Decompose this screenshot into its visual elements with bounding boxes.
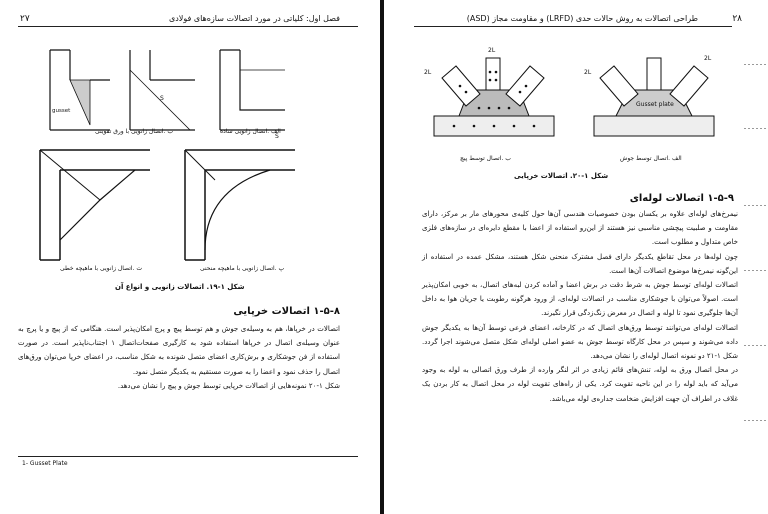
paragraph: در محل اتصال ورق به لوله، تنش‌های قائم زیادی در اثر لنگر وارده از طرف ورق اتصالی به لوله به وجود می‌آید که باید لوله را در این ناحیه تقویت کرد. یکی از راه‌های تقویت لوله در محل اتصال به کار بردن یک غلاف در اطراف آن جهت افزایش ضخامت جداره‌ی لوله می‌باشد. (422, 366, 738, 403)
paragraph: نیمرخ‌های لوله‌ای علاوه بر یکسان بودن خصوصیات هندسی آن‌ها حول کلیه‌ی محورهای مار بر مرکز، دارای مقاومت و صلبیت پیچشی مناسبی نیز هستند از این‌رو استفاده از اعضا با مقطع دایره‌ای در سازه‌های فلزی خاص متداول و مطلوب است. (422, 210, 738, 247)
gusset-mark: gusset (52, 108, 71, 114)
welded-truss-joint (594, 58, 714, 136)
paragraph: چون لوله‌ها در محل تقاطع یکدیگر دارای فصل مشترک منحنی شکل هستند، مشکل عمده در استفاده از این‌گونه نیمرخ‌ها موضوع اتصالات آن‌ها است. (422, 252, 738, 275)
right-page (384, 0, 768, 514)
member-label: 2L (584, 69, 592, 76)
figure-caption: شکل ۱-۱۹. اتصالات زانویی و انواع آن (115, 283, 245, 291)
footnote: 1- Gusset Plate (22, 460, 68, 467)
edge-mark (744, 270, 766, 271)
body-text (18, 322, 340, 393)
edge-mark (744, 64, 766, 65)
figure-label-d: ت .اتصال زانویی با ماهیچه خطی (60, 265, 143, 272)
weld-mark: S (160, 95, 164, 102)
page-number: ۲۸ (732, 14, 742, 24)
page-number: ۲۷ (20, 14, 30, 24)
paragraph: اتصالات در خرپاها، هم به وسیله‌ی جوش و هم توسط پیچ و پرچ امکان‌پذیر است. هنگامی که از پیچ و یا پرچ به عنوان وسیله‌ی اتصال در خرپاها استفاده شود به کارگیری صفحات‌اتصال ۱ اجتناب‌ناپذیر است. در صورت استفاده از فن جوشکاری و برش‌کاری اعضای متصل شونده به شکل مناسب، در اعضای خرپا می‌توان ورق‌های اتصال را حذف نمود و اعضا را به صورت مستقیم به یکدیگر متصل نمود. (18, 325, 340, 376)
member-label: 2L (488, 47, 496, 54)
running-header: طراحی اتصالات به روش حالات حدی (LRFD) و مقاومت مجاز (ASD) (466, 14, 698, 23)
knee-joints-figure (30, 40, 330, 280)
figure-label-weld: الف .اتصال توسط جوش (620, 155, 682, 162)
member-label: 2L (424, 69, 432, 76)
section-title: ۱-۵-۸ اتصالات خرپایی (233, 306, 340, 317)
body-text (422, 207, 738, 406)
figure-label-a: الف .اتصال زانویی ساده (220, 128, 281, 135)
header-rule (18, 26, 358, 27)
member-label: 2L (704, 55, 712, 62)
paragraph: شکل ۱-۲۰ نمونه‌هایی از اتصالات خرپایی توسط جوش و پیچ را نشان می‌دهد. (117, 381, 340, 390)
footnote-rule (18, 456, 358, 457)
straight-haunch-knee-joint (40, 150, 150, 260)
header-rule (414, 26, 732, 27)
figure-caption: شکل ۱-۲۰. اتصالات خرپایی (514, 172, 609, 180)
weld-mark: S (275, 133, 279, 140)
figure-label-b: ب .اتصال زانویی با ورق تقویتی (95, 128, 174, 135)
edge-mark (744, 345, 766, 346)
figure-label-bolt: ب .اتصال توسط پیچ (460, 155, 511, 162)
edge-mark (744, 205, 766, 206)
left-page (0, 0, 380, 514)
running-header: فصل اول: کلیاتی در مورد اتصالات سازه‌های فولادی (168, 14, 340, 23)
section-title: ۱-۵-۹ اتصالات لوله‌ای (629, 193, 734, 204)
edge-mark (744, 420, 766, 421)
gusset-knee-joint (50, 50, 110, 130)
paragraph: اتصالات لوله‌ای توسط جوش به شرط دقت در برش اعضا و آماده کردن لبه‌های اتصال، به خوبی امکان‌پذیر است. اصولاً می‌توان با جوشکاری مناسب در اتصالات لوله‌ای، از ورود هرگونه رطوبت یا جریان هوا به داخل آن‌ها جلوگیری نمود تا لوله و اتصال در معرض زنگ‌زدگی قرار نگیرند. (422, 281, 738, 318)
truss-joints-figure (424, 38, 724, 156)
simple-knee-joint (220, 50, 285, 130)
gusset-plate-label: Gusset plate (636, 101, 674, 108)
edge-mark (744, 128, 766, 129)
stiffened-knee-joint (130, 50, 195, 130)
figure-label-c: پ .اتصال زانویی با ماهیچه منحنی (200, 265, 285, 272)
curved-haunch-knee-joint (185, 150, 295, 260)
bolted-truss-joint (434, 58, 554, 136)
paragraph: اتصالات لوله‌ای می‌توانند توسط ورق‌های اتصال که در کارخانه، اعضای فرعی توسط آن‌ها به یکدیگر جوش داده می‌شوند و سپس در محل کارگاه توسط جوش به عضو اصلی لوله‌ای شکل متصل می‌شوند اجرا گردد. شکل ۱-۲۱ دو نمونه اتصال لوله‌ای را نشان می‌دهد. (422, 323, 738, 361)
